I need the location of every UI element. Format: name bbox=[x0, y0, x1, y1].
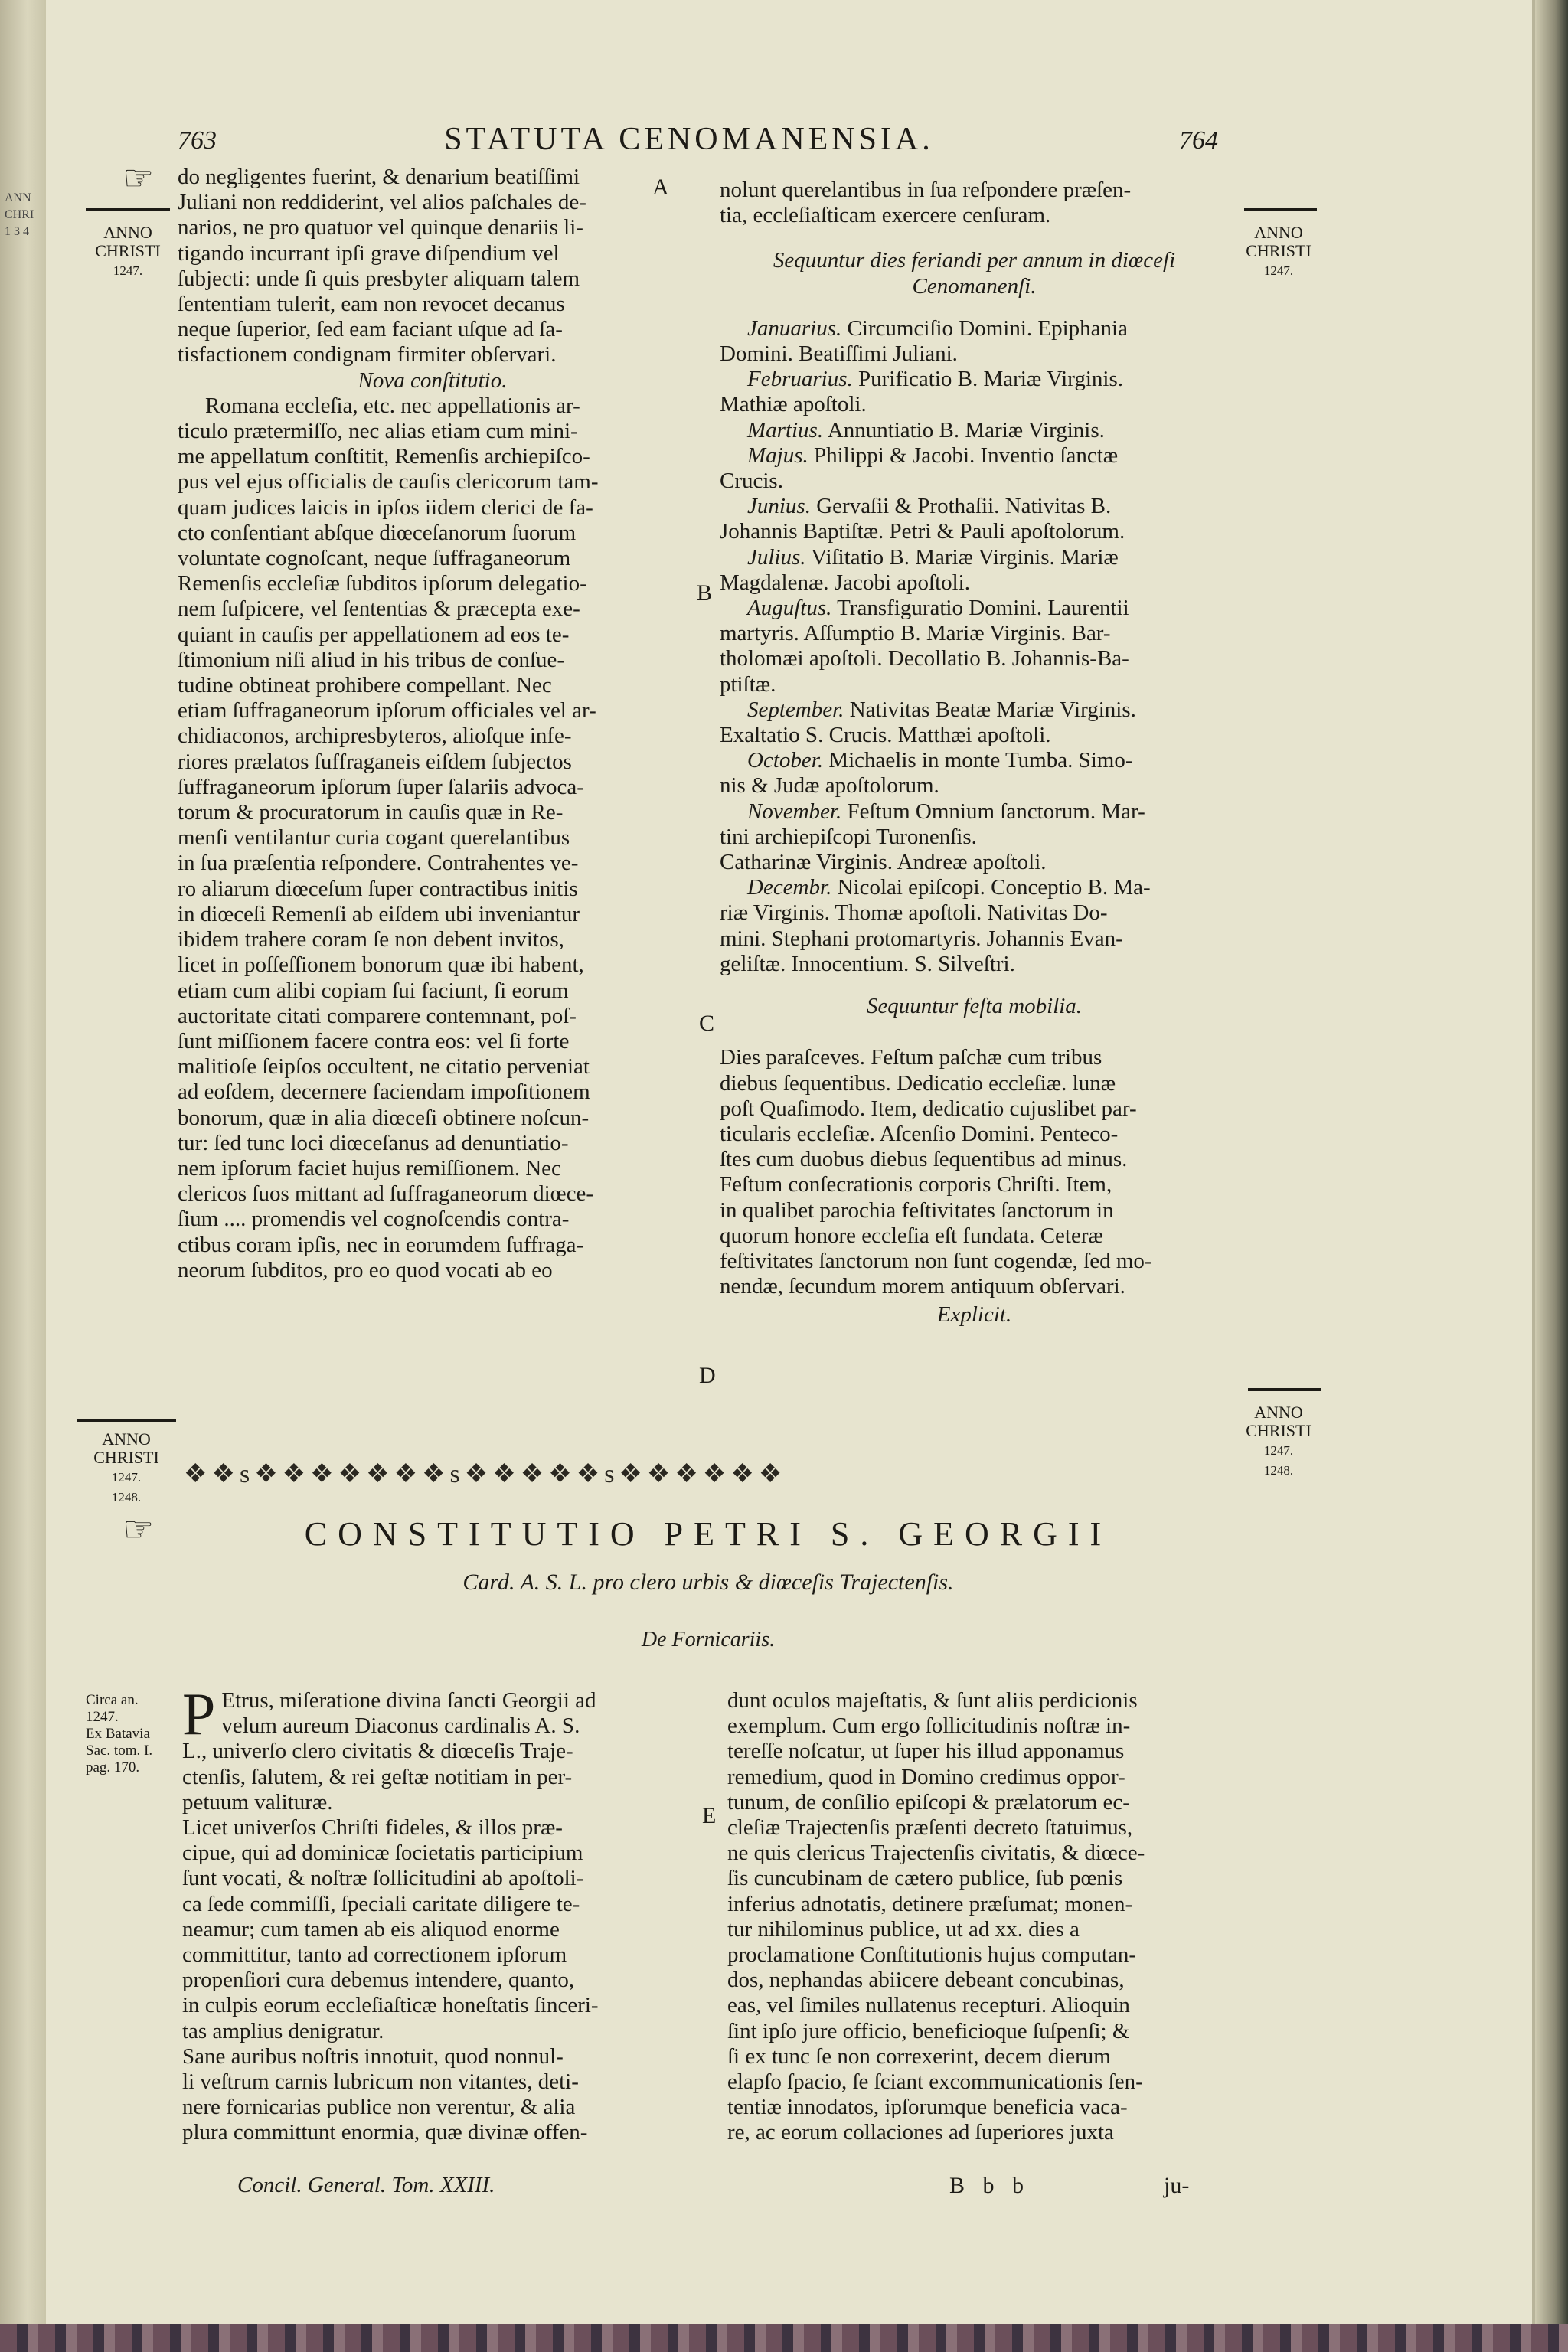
text-line: nem ipſorum faciet hujus remiſſionem. Nec bbox=[178, 1155, 561, 1181]
margin-rule bbox=[1244, 208, 1317, 211]
month-name: October. bbox=[747, 748, 824, 773]
calendar-line bbox=[720, 570, 1229, 596]
constitutio-section-heading: De Fornicariis. bbox=[641, 1628, 776, 1651]
anno-label: ANNO bbox=[102, 1429, 151, 1449]
year-label: 1248. bbox=[1263, 1463, 1294, 1478]
text-line: quorum honore eccleſia eſt fundata. Ceteræ bbox=[720, 1223, 1103, 1248]
calendar-line bbox=[720, 799, 1229, 825]
feast-text: tholomæi apoſtoli. Decollatio B. Johannis-Ba- bbox=[720, 646, 1129, 671]
text-line: menſi ventilantur curia cogant querelantibus bbox=[178, 825, 570, 851]
text-line: voluntate cognoſcant, neque ſuffraganeorum bbox=[178, 546, 571, 571]
text-line: licet in poſſeſſionem bonorum quæ ibi habent, bbox=[178, 952, 584, 978]
subhead-nova: Nova conſtitutio. bbox=[358, 368, 508, 393]
year-label: 1248. bbox=[111, 1490, 142, 1504]
text-line: nem ſuſpicere, vel ſententias & præcepta exe- bbox=[178, 596, 580, 622]
text-line: etiam ſuffraganeorum ipſorum officiales vel ar- bbox=[178, 698, 596, 724]
feast-text: Circumciſio Domini. Epiphania bbox=[847, 315, 1128, 341]
feast-text: Domini. Beatiſſimi Juliani. bbox=[720, 341, 958, 367]
text-line: ſi ex tunc ſe non correxerint, decem dierum bbox=[727, 2043, 1111, 2069]
text-line: eas, vel ſimiles nullatenus recepturi. Alioquin bbox=[727, 1993, 1130, 2018]
calendar-line bbox=[720, 875, 1229, 900]
margin-rule bbox=[1248, 1388, 1321, 1391]
month-name: Martius. bbox=[747, 417, 824, 443]
text-line: diebus ſequentibus. Dedicatio eccleſiæ. lunæ bbox=[720, 1070, 1116, 1096]
month-name: November. bbox=[747, 799, 842, 824]
source-note-line: 1247. bbox=[86, 1709, 119, 1725]
text-line: Romana eccleſia, etc. nec appellationis ar- bbox=[205, 393, 580, 418]
calendar-line bbox=[720, 646, 1229, 671]
calendar-line bbox=[720, 621, 1229, 646]
section-letter: E bbox=[702, 1803, 717, 1828]
text-line: ad eoſdem, decernere faciendam impoſitionem bbox=[178, 1080, 590, 1105]
text-line: ſium .... promendis vel cognoſcendis contra- bbox=[178, 1207, 570, 1232]
text-line: cleſiæ Trajectenſis præſenti decreto ſtatuimus, bbox=[727, 1815, 1133, 1841]
text-line: li veſtrum carnis lubricum non vitantes, deti- bbox=[182, 2069, 579, 2095]
text-line: ſententiam tulerit, eam non revocet decanus bbox=[178, 292, 565, 317]
text-line: in culpis eorum eccleſiaſticæ honeſtatis ſinceri- bbox=[182, 1993, 599, 2018]
drop-cap: P bbox=[182, 1681, 216, 1747]
text-line: riores prælatos ſuffraganeis eiſdem ſubjectos bbox=[178, 749, 572, 774]
text-line: Dies paraſceves. Feſtum paſchæ cum tribus bbox=[720, 1045, 1102, 1070]
cloth-background bbox=[0, 2324, 1568, 2352]
constitutio-left-column bbox=[182, 1681, 695, 2146]
calendar-line bbox=[720, 341, 1229, 367]
calendar-line bbox=[720, 494, 1229, 519]
text-line: tas amplius denigratur. bbox=[182, 2018, 384, 2043]
right-column-text bbox=[720, 178, 1229, 1328]
text-line: ticularis eccleſiæ. Aſcenſio Domini. Penteco- bbox=[720, 1121, 1119, 1146]
christi-label: CHRISTI bbox=[1246, 241, 1312, 260]
calendar-line bbox=[720, 748, 1229, 773]
edge-text-3: 1 3 4 bbox=[5, 225, 29, 238]
calendar-line bbox=[720, 825, 1229, 850]
christi-label: CHRISTI bbox=[1246, 1421, 1312, 1440]
calendar-line bbox=[720, 773, 1229, 799]
left-column-text bbox=[178, 165, 688, 1283]
pointing-hand-icon: ☞ bbox=[122, 1510, 155, 1549]
text-line: tisfactionem condignam firmiter obſervari. bbox=[178, 342, 557, 368]
calendar-line bbox=[720, 596, 1229, 621]
text-line: in ſua præſentia reſpondere. Contrahentes ve- bbox=[178, 851, 579, 876]
pointing-hand-icon: ☞ bbox=[122, 158, 155, 198]
source-note-line: pag. 170. bbox=[86, 1759, 140, 1775]
section-letter: B bbox=[697, 580, 713, 606]
text-line: remedium, quod in Domino credimus oppor- bbox=[727, 1764, 1125, 1789]
text-line: pus vel ejus officialis de cauſis clericorum tam- bbox=[178, 469, 599, 495]
text-line: neamur; cum tamen ab eis aliquod enorme bbox=[182, 1916, 560, 1942]
decorative-ornament-band: ❖❖s❖❖❖❖❖❖❖s❖❖❖❖❖s❖❖❖❖❖❖ bbox=[184, 1460, 787, 1488]
running-title: STATUTA CENOMANENSIA. bbox=[444, 122, 934, 157]
text-line: ſtimonium niſi aliud in his tribus de conſue- bbox=[178, 647, 565, 672]
margin-rule bbox=[86, 208, 170, 211]
text-line: etiam cum alibi copiam ſui faciunt, ſi eorum bbox=[178, 978, 569, 1003]
text-line: L., univerſo clero civitatis & diœceſis Traje- bbox=[182, 1739, 573, 1764]
text-line: in qualibet parochia feſtivitates ſanctorum in bbox=[720, 1197, 1114, 1223]
feast-text: nis & Judæ apoſtolorum. bbox=[720, 773, 939, 799]
calendar-line bbox=[720, 316, 1229, 341]
calendar-line bbox=[720, 672, 1229, 697]
month-name: September. bbox=[747, 697, 844, 722]
text-line: cipue, qui ad dominicæ ſocietatis participium bbox=[182, 1841, 583, 1866]
feast-text: Nicolai epiſcopi. Conceptio B. Ma- bbox=[837, 875, 1151, 900]
month-name: Junius. bbox=[747, 494, 811, 519]
text-line: in diœceſi Remenſi ab eiſdem ubi inveniantur bbox=[178, 901, 580, 926]
text-line: velum aureum Diaconus cardinalis A. S. bbox=[221, 1713, 580, 1739]
feast-text: tini archiepiſcopi Turonenſis. bbox=[720, 824, 977, 849]
anno-label: ANNO bbox=[103, 223, 152, 242]
feast-text: Purificatio B. Mariæ Virginis. bbox=[858, 367, 1123, 392]
text-line: quam judices laicis in ipſos iidem clerici de fa- bbox=[178, 495, 593, 520]
feast-text: Gervaſii & Prothaſii. Nativitas B. bbox=[816, 494, 1112, 519]
section-letter: A bbox=[652, 175, 669, 200]
text-line: feſtivitates ſanctorum non ſunt cogendæ, ſed mo- bbox=[720, 1248, 1152, 1273]
text-line: inferius adnotatis, detinere præſumat; monen- bbox=[727, 1891, 1133, 1916]
edge-text-1: ANN bbox=[5, 191, 31, 204]
text-line: do negligentes fuerint, & denarium beatiſſimi bbox=[178, 165, 580, 189]
year-label: 1247. bbox=[1263, 1443, 1294, 1458]
text-line: tur nihilominus publice, ut ad xx. dies a bbox=[727, 1916, 1080, 1942]
text-line: chidiaconos, archipresbyteros, alioſque infe- bbox=[178, 724, 572, 749]
feast-text: riæ Virginis. Thomæ apoſtoli. Nativitas Do- bbox=[720, 900, 1108, 926]
text-line: ſis cuncubinam de cætero publice, ſub pœnis bbox=[727, 1866, 1123, 1891]
text-line: neorum ſubditos, pro eo quod vocati ab eo bbox=[178, 1257, 553, 1282]
text-line: propenſiori cura debemus intendere, quanto, bbox=[182, 1968, 575, 1993]
calendar-line bbox=[720, 723, 1229, 748]
text-line: tentiæ innodatos, ipſorumque beneficia vaca- bbox=[727, 2095, 1128, 2120]
text-line: clericos ſuos mittant ad ſuffraganeorum diœce- bbox=[178, 1181, 594, 1207]
anno-note-right-top bbox=[1236, 224, 1321, 280]
text-line: nere fornicarias publice non verentur, & alia bbox=[182, 2095, 576, 2120]
calendar-line bbox=[720, 418, 1229, 443]
calendar-line bbox=[720, 443, 1229, 469]
text-line: neque ſuperior, ſed eam faciant uſque ad ſa- bbox=[178, 317, 563, 342]
feast-text: mini. Stephani protomartyris. Johannis Evan- bbox=[720, 926, 1123, 951]
margin-rule bbox=[77, 1419, 176, 1422]
text-line: ſunt miſſionem facere contra eos: vel ſi forte bbox=[178, 1028, 570, 1054]
text-line: re, ac eorum collaciones ad ſuperiores juxta bbox=[727, 2120, 1114, 2145]
section-letter: D bbox=[699, 1363, 716, 1388]
page-number-right: 764 bbox=[1179, 126, 1218, 155]
subhead-festa-mobilia: Sequuntur feſta mobilia. bbox=[866, 994, 1083, 1019]
page-number-left: 763 bbox=[178, 126, 217, 155]
feast-text: Viſitatio B. Mariæ Virginis. Mariæ bbox=[811, 544, 1119, 570]
text-line: ctenſis, ſalutem, & rei geſtæ notitiam in per- bbox=[182, 1764, 573, 1789]
year-label: 1247. bbox=[113, 263, 143, 278]
calendar-line bbox=[720, 545, 1229, 570]
feast-text: geliſtæ. Innocentium. S. Silveſtri. bbox=[720, 951, 1015, 976]
text-line: cto conſentiant abſque diœceſanorum ſuorum bbox=[178, 520, 577, 545]
feast-text: Nativitas Beatæ Mariæ Virginis. bbox=[849, 697, 1136, 722]
text-line: narios, ne pro quatuor vel quinque denariis li- bbox=[178, 215, 583, 240]
text-line: tunum, de conſilio epiſcopi & prælatorum ec- bbox=[727, 1789, 1130, 1815]
calendar-line bbox=[720, 697, 1229, 723]
source-note-line: Sac. tom. I. bbox=[86, 1743, 153, 1759]
month-name: Auguſtus. bbox=[747, 596, 832, 621]
feast-text: Michaelis in monte Tumba. Simo- bbox=[828, 748, 1133, 773]
constitutio-subtitle: Card. A. S. L. pro clero urbis & diœceſis Trajectenſis. bbox=[462, 1570, 954, 1595]
month-name: Decembr. bbox=[747, 875, 832, 900]
text-line: Juliani non reddiderint, vel alios paſchales de- bbox=[178, 190, 586, 215]
christi-label: CHRISTI bbox=[95, 241, 161, 260]
text-line: tudine obtineat prohibere compellant. Nec bbox=[178, 673, 552, 698]
text-line: bonorum, quæ in alia diœceſi obtinere noſcun- bbox=[178, 1105, 590, 1130]
text-line: tereſſe noſcatur, ut ſuper his illud apponamus bbox=[727, 1739, 1125, 1764]
year-label: 1247. bbox=[111, 1470, 142, 1485]
source-note bbox=[86, 1692, 174, 1776]
section-letter: C bbox=[699, 1011, 715, 1036]
text-line: Etrus, miſeratione divina ſancti Georgii ad bbox=[221, 1688, 596, 1713]
text-line: tigando incurrant ipſi grave diſpendium vel bbox=[178, 240, 560, 266]
adjacent-page-edge bbox=[0, 0, 46, 2352]
text-line: ca ſede commiſſi, ſpeciali caritate diligere te- bbox=[182, 1891, 580, 1916]
feast-text: Transfiguratio Domini. Laurentii bbox=[837, 596, 1129, 621]
calendar-line bbox=[720, 392, 1229, 417]
text-line: poſt Quaſimodo. Item, dedicatio cujuslibet par- bbox=[720, 1096, 1137, 1121]
feast-text: Philippi & Jacobi. Inventio ſanctæ bbox=[814, 443, 1119, 468]
signature-mark: B b b bbox=[949, 2173, 1031, 2198]
anno-note-left-bottom bbox=[84, 1430, 168, 1507]
text-line: ctibus coram ipſis, nec in eorumdem ſuffraga- bbox=[178, 1232, 584, 1257]
text-line: Remenſis eccleſiæ ſubditos ipſorum delegatio- bbox=[178, 571, 587, 596]
feast-text: Exaltatio S. Crucis. Matthæi apoſtoli. bbox=[720, 723, 1051, 748]
text-line: quiant in cauſis per appellationem ad eos te- bbox=[178, 622, 570, 647]
text-line: nolunt querelantibus in ſua reſpondere præſen- bbox=[720, 178, 1132, 202]
text-line: ne quis clericus Trajectenſis civitatis, & diœce- bbox=[727, 1841, 1145, 1866]
feast-text: Feſtum Omnium ſanctorum. Mar- bbox=[847, 799, 1145, 824]
text-line: torum & procuratorum in cauſis quæ in Re- bbox=[178, 800, 564, 825]
text-line: Licet univerſos Chriſti fideles, & illos præ- bbox=[182, 1815, 563, 1841]
text-line: ſuffraganeorum ipſorum ſuper ſalariis advoca- bbox=[178, 774, 584, 799]
source-note-line: Circa an. bbox=[86, 1692, 139, 1708]
feast-text: Crucis. bbox=[720, 469, 783, 494]
feast-text: Annuntiatio B. Mariæ Virginis. bbox=[827, 417, 1105, 443]
anno-label: ANNO bbox=[1254, 1403, 1303, 1422]
text-line: ſunt vocati, & noſtræ ſollicitudini ab apoſtoli- bbox=[182, 1866, 584, 1891]
anno-label: ANNO bbox=[1254, 223, 1303, 242]
calendar-line bbox=[720, 900, 1229, 926]
calendar-line bbox=[720, 469, 1229, 494]
text-line: exemplum. Cum ergo ſollicitudinis noſtræ in- bbox=[727, 1713, 1131, 1739]
text-line: Sane auribus noſtris innotuit, quod nonnul- bbox=[182, 2043, 564, 2069]
month-name: Februarius. bbox=[747, 367, 853, 392]
anno-note-left-top bbox=[86, 224, 170, 280]
feast-text: Catharinæ Virginis. Andreæ apoſtoli. bbox=[720, 850, 1047, 875]
calendar-line bbox=[720, 519, 1229, 544]
text-line: plura committunt enormia, quæ divinæ offen- bbox=[182, 2120, 588, 2145]
text-line: ticulo prætermiſſo, nec alias etiam cum mini- bbox=[178, 419, 578, 444]
month-name: Julius. bbox=[747, 544, 806, 570]
page-edge-right bbox=[1535, 0, 1568, 2352]
text-line: malitioſe ſeipſos occultent, ne citatio perveniat bbox=[178, 1054, 590, 1080]
text-line: Feſtum conſecrationis corporis Chriſti. Item, bbox=[720, 1172, 1112, 1197]
subhead-dies-feriandi: Sequuntur dies feriandi per annum in diœceſi Cenomanenſi. bbox=[773, 248, 1176, 299]
catchword: ju- bbox=[1164, 2173, 1190, 2198]
anno-note-right-bottom bbox=[1236, 1403, 1321, 1480]
feast-text: Mathiæ apoſtoli. bbox=[720, 392, 867, 417]
text-line: dos, nephandas abiicere debeant concubinas, bbox=[727, 1968, 1125, 1993]
month-name: Majus. bbox=[747, 443, 808, 468]
explicit-label: Explicit. bbox=[936, 1302, 1012, 1328]
text-line: ſubjecti: unde ſi quis presbyter aliquam talem bbox=[178, 266, 580, 291]
month-name: Januarius. bbox=[747, 315, 842, 341]
calendar-line bbox=[720, 926, 1229, 952]
constitutio-title: CONSTITUTIO PETRI S. GEORGII bbox=[304, 1515, 1112, 1553]
edge-text-2: CHRI bbox=[5, 208, 34, 221]
feast-text: Magdalenæ. Jacobi apoſtoli. bbox=[720, 570, 970, 595]
text-line: ſtes cum duobus diebus ſequentibus ad minus. bbox=[720, 1147, 1128, 1172]
year-label: 1247. bbox=[1263, 263, 1294, 278]
feast-text: martyris. Aſſumptio B. Mariæ Virginis. Bar- bbox=[720, 621, 1111, 646]
constitutio-right-column bbox=[727, 1688, 1233, 2146]
calendar-line bbox=[720, 850, 1229, 875]
text-line: nendæ, ſecundum morem antiquum obſervari. bbox=[720, 1274, 1125, 1299]
text-line: me appellatum conſtitit, Remenſis archiepiſco- bbox=[178, 444, 590, 469]
christi-label: CHRISTI bbox=[93, 1448, 159, 1467]
text-line: petuum valituræ. bbox=[182, 1789, 333, 1815]
text-line: auctoritate citati comparere contemnant, poſ- bbox=[178, 1003, 577, 1028]
volume-footer: Concil. General. Tom. XXIII. bbox=[237, 2173, 495, 2197]
feast-text: ptiſtæ. bbox=[720, 671, 776, 697]
text-line: ibidem trahere coram ſe non debent invitos, bbox=[178, 927, 564, 952]
text-line: proclamatione Conſtitutionis hujus computan- bbox=[727, 1942, 1137, 1968]
text-line: tur: ſed tunc loci diœceſanus ad denuntiatio- bbox=[178, 1130, 569, 1155]
calendar-line bbox=[720, 367, 1229, 392]
text-line: ſint ipſo jure officio, beneficioque ſuſpenſi; & bbox=[727, 2018, 1130, 2043]
text-line: ro aliarum diœceſum ſuper contractibus initis bbox=[178, 876, 578, 901]
text-line: tia, eccleſiaſticam exercere cenſuram. bbox=[720, 203, 1051, 228]
text-line: elapſo ſpacio, ſe ſciant excommunicationis ſen- bbox=[727, 2069, 1143, 2095]
feast-text: Johannis Baptiſtæ. Petri & Pauli apoſtolorum. bbox=[720, 519, 1125, 544]
source-note-line: Ex Batavia bbox=[86, 1726, 150, 1742]
text-line: dunt oculos majeſtatis, & ſunt aliis perdicionis bbox=[727, 1688, 1138, 1713]
calendar-line bbox=[720, 952, 1229, 977]
text-line: committitur, tanto ad correctionem ipſorum bbox=[182, 1942, 567, 1968]
